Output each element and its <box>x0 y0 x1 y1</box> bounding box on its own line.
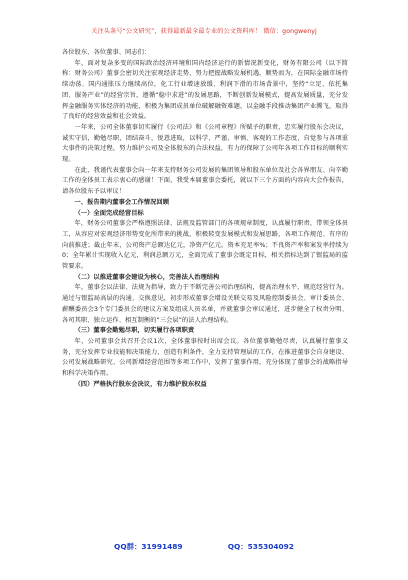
footer-qq: QQ：535304092 <box>227 542 294 551</box>
subsection-4-title: （四）严格执行股东会决议，有力维护股东权益 <box>74 380 207 388</box>
subsection-1-text: 年，财务公司董事会严格遵照法律、法规及监管部门的各项规章制度，认真履行职责，带领全体员工，从容应对宏观经济形势变化所带来的挑战，积极转变发展模式和发展思路，各项工作规范、有序的向前推进；截止年末，公司资产总额达亿元，净资产亿元。资本充足率%；不良资产率和案发率持续为0；全年累计实现收入亿元，利润总额万元，全面完成了董事会既定目标，相关指标达到了银监局的监管要求。 <box>62 220 348 271</box>
intro-paragraph-1: 年，面对复杂多变的国际政治经济环境和国内经济运行的新情况新变化，财务有限公司（以下简称：财务公司）董事会密切关注宏观经济走势，努力把握战略发展机遇，顺势而为，在国际金融市场持续动荡、国内通胀压力继续高位，化工行业增速放缓、利润下滑的市场背景中，坚持“立足、依托集团、服务产业”的经营宗旨，遵循“稳中求进”的发展思路，不断创新发展模式，提高发展质量，充分发挥金融服务实体经济的功能，积极为集团成员单位破解融资难题，以金融手段推动集团产业腾飞，取得了良好的经营效益和社会效益。 <box>62 59 348 121</box>
salutation: 各位股东、各位董事、同志们： <box>62 49 151 56</box>
subsection-3-title: （三）董事会勤勉尽职，切实履行各项职责 <box>74 327 195 335</box>
subsection-2-text: 年，董事会以法律、法规为指导，致力于不断完善公司治理结构，提高治理水平，规范经营行为。通过与银监局高层的沟通、交换意见，初步形成董事会增设关联交易及风险控制委员会、审计委员会、薪酬委员会3个专门委员会的建议方案及组成人员名单，并就董事会审议通过，进步健全了权责分明、各司其职、独立运作、相互制衡的“三会层”的法人治理结构。 <box>62 284 348 324</box>
subsection-3-text: 年，公司董事会共召开会议1次，全体董事按时出席会议。各位董事勤勉尽责，认真履行董事义务，充分发挥专业技能和决策能力，创造有利条件，全力支持管理层的工作，在推进董事会自身建设、公司发展战略研究、公司新增经营范围等多项工作中，发挥了董事作用，充分体现了董事会的战略指导和科学决策作用。 <box>62 337 348 378</box>
footer-contacts <box>0 541 408 552</box>
section-1-title: 一、报告期内董事会工作情况回顾 <box>74 198 169 206</box>
footer-qq-group: QQ群：31991489 <box>114 542 183 551</box>
intro-paragraph-2: 一年来，公司全体董事切实履行《公司法》和《公司章程》所赋予的职责，忠实履行股东会决议，诚实守信，勤勉尽职，团结奋斗，锐意进取，以科学、严谨、审慎、客观的工作态度，自觉参与各项重大事件的决策过程，努力维护公司及全体股东的合法权益，有力的保障了公司年各项工作目标的顺利实现。 <box>62 123 348 164</box>
subsection-1-title: （一）全面完成经营目标 <box>74 209 144 217</box>
intro-paragraph-3: 在此，我谨代表董事会向一年来支持财务公司发展的集团领导和股东单位及社会各界朋友、向辛勤工作的全体员工表示衷心的感谢！下面，我受本届董事会委托，就以下三个方面的内容向大会作报告，请各位股东予以审议！ <box>62 166 348 196</box>
subsection-2-title: （二）以推进董事会建设为核心，完善法人治理结构 <box>74 273 220 281</box>
header-banner: 关注头条号“公文研究”，获得最新最全最专业的公文资料库！ 微信：gongwenyj <box>91 28 317 35</box>
document-body <box>62 48 348 391</box>
